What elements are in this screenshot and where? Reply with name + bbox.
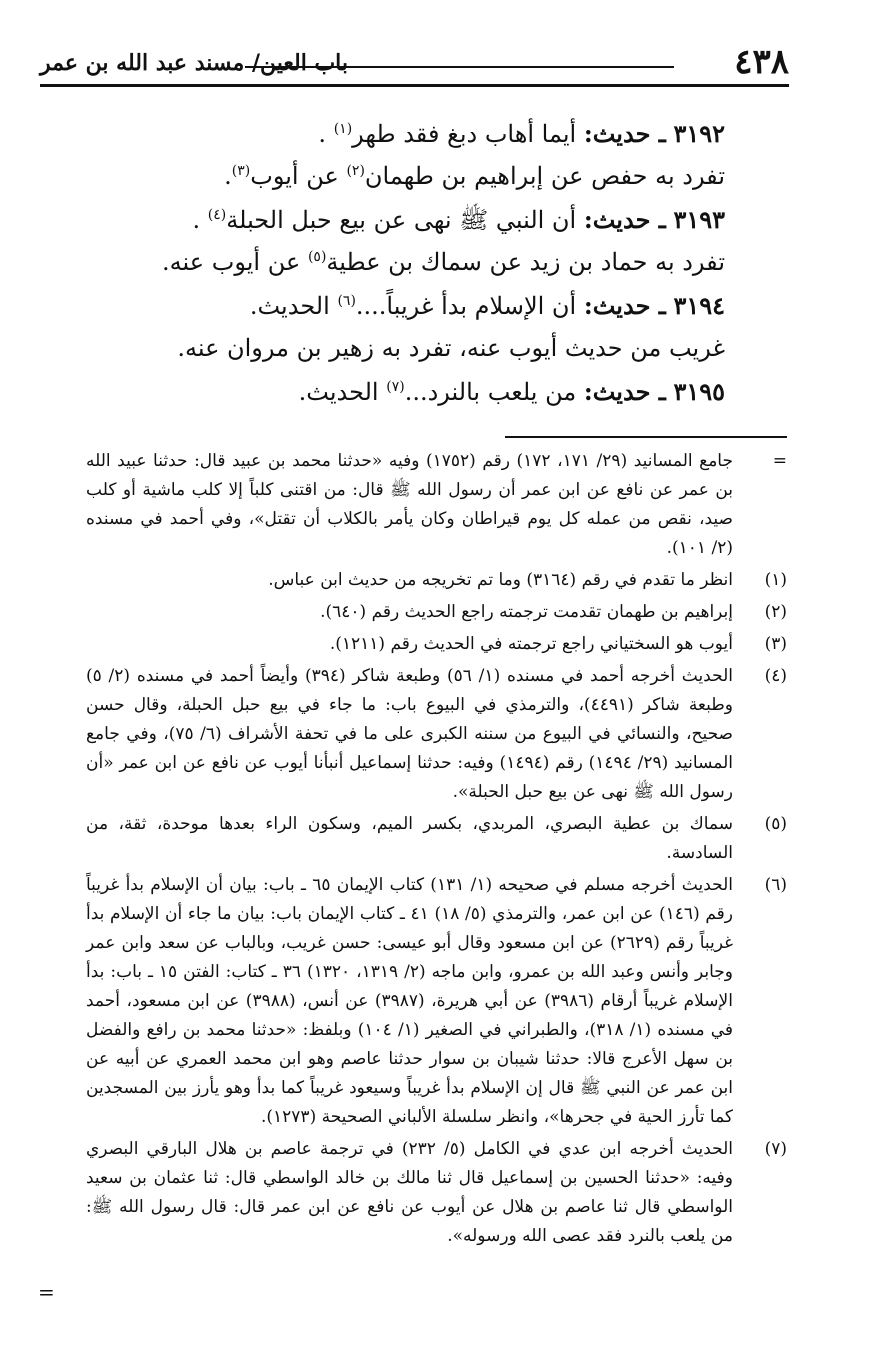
- hadith-label: ـ حديث:: [583, 205, 666, 234]
- hadith-number: ٣١٩٥: [673, 377, 725, 406]
- footnote-item: [86, 566, 787, 595]
- hadith-text-after: الحديث.: [298, 378, 379, 406]
- hadith-text-after: .: [318, 120, 327, 148]
- footnote-text: إبراهيم بن طهمان تقدمت ترجمته راجع الحديث رقم (٦٤٠).: [320, 602, 733, 622]
- footnote-text: الحديث أخرجه ابن عدي في الكامل (٥/ ٢٣٢) في ترجمة عاصم بن هلال البارقي البصري وفيه: «حدثنا الحسين بن إسماعيل قال ثنا مالك بن خالد الواسطي قال: ثنا عثمان بن سعيد الواسطي قال ثنا عاصم بن هلال عن أيوب عن نافع عن ابن عمر قال: قال رسول الله ﷺ: من يلعب بالنرد فقد عصى الله ورسوله».: [86, 1139, 734, 1246]
- header-divider: [40, 84, 789, 87]
- hadith-text-after: .: [192, 206, 201, 234]
- footnote-separator: [505, 436, 787, 438]
- hadith-text-after: .: [224, 162, 232, 190]
- footnotes: [86, 447, 787, 1254]
- hadith-line: [177, 327, 725, 370]
- footnote-reference[interactable]: (٧): [386, 379, 405, 395]
- hadith-text-after: عن أيوب عنه.: [162, 248, 301, 276]
- footnote-reference[interactable]: (٢): [346, 163, 365, 179]
- footnote-continuation: [86, 447, 787, 563]
- hadith-text: تفرد به حفص عن إبراهيم بن طهمان: [364, 162, 725, 190]
- hadith-number: ٣١٩٤: [673, 291, 725, 320]
- hadith-line: [180, 284, 725, 327]
- footnote-item: [86, 662, 787, 807]
- footnote-item: [86, 1135, 787, 1251]
- footnote-text: أيوب هو السختياني راجع ترجمته في الحديث رقم (١٢١١).: [329, 634, 733, 654]
- hadith-label: ـ حديث:: [583, 119, 666, 148]
- hadith-line: [180, 112, 725, 155]
- continuation-marker: =: [772, 451, 787, 471]
- footnote-text: جامع المسانيد (٢٩/ ١٧١، ١٧٢) رقم (١٧٥٢) وفيه «حدثنا محمد بن عبيد قال: حدثنا عبيد الله بن عمر عن نافع عن ابن عمر أن رسول الله ﷺ قال: من اقتنى كلباً إلا كلب ماشية أو كلب صيد، نقص من عمله كل يوم قيراطان وكان يأمر بالكلاب أن تقتل»، وفي أحمد في مسنده (٢/ ١٠١).: [86, 451, 733, 558]
- hadith-number: ٣١٩٢: [673, 119, 725, 148]
- hadith-text: أن الإسلام بدأ غريباً....: [355, 292, 577, 320]
- hadith-text: تفرد به حماد بن زيد عن سماك بن عطية: [326, 248, 725, 276]
- footnote-reference[interactable]: (٤): [207, 207, 227, 223]
- footnote-marker: (١): [764, 570, 787, 590]
- hadith-text-after: عن أيوب: [250, 162, 339, 190]
- running-title: باب العين/ مسند عبد الله بن عمر: [40, 50, 348, 76]
- continuation-edge-mark: =: [38, 1280, 55, 1304]
- footnote-reference[interactable]: (١): [333, 121, 353, 137]
- footnote-marker: (٦): [764, 875, 787, 895]
- footnote-text: انظر ما تقدم في رقم (٣١٦٤) وما تم تخريجه من حديث ابن عباس.: [268, 570, 733, 590]
- footnote-text: سماك بن عطية البصري، المربدي، بكسر الميم، وسكون الراء بعدها موحدة، ثقة، من السادسة.: [86, 814, 733, 863]
- footnote-item: [86, 871, 787, 1132]
- hadith-line: [180, 155, 725, 198]
- hadith-text: غريب من حديث أيوب عنه، تفرد به زهير بن مروان عنه.: [177, 334, 725, 362]
- page-header: [40, 34, 789, 84]
- hadith-line: [180, 370, 725, 413]
- hadith-text: من يلعب بالنرد...: [404, 378, 577, 406]
- hadith-text: أن النبي ﷺ نهى عن بيع حبل الحبلة: [226, 206, 577, 234]
- hadith-list: [162, 112, 725, 413]
- footnote-marker: (٢): [764, 602, 787, 622]
- footnote-marker: (٧): [764, 1139, 787, 1159]
- hadith-text: أيما أهاب دبغ فقد طهر: [352, 120, 577, 148]
- hadith-text-after: الحديث.: [249, 292, 330, 320]
- footnote-marker: (٣): [764, 634, 787, 654]
- hadith-number: ٣١٩٣: [673, 205, 725, 234]
- footnote-reference[interactable]: (٥): [307, 249, 327, 265]
- footnote-marker: (٤): [764, 666, 787, 686]
- hadith-label: ـ حديث:: [583, 291, 666, 320]
- footnote-item: [86, 810, 787, 868]
- footnote-text: الحديث أخرجه أحمد في مسنده (١/ ٥٦) وطبعة شاكر (٣٩٤) وأيضاً أحمد في مسنده (٢/ ٥) وطبعة شاكر (٤٤٩١)، والترمذي في البيوع باب: ما جاء في بيع حبل الحبلة، وقال حسن صحيح، والنسائي في البيوع من سننه الكبرى على ما في تحفة الأشراف (٦/ ٧٥)، وفي جامع المسانيد (٢٩/ ١٤٩٤) رقم (١٤٩٤) وفيه: حدثنا إسماعيل أنبأنا أيوب عن نافع عن ابن عمر «أن رسول الله ﷺ نهى عن بيع حبل الحبلة».: [86, 666, 733, 802]
- page-number: ٤٣٨: [734, 42, 789, 82]
- footnote-text: الحديث أخرجه مسلم في صحيحه (١/ ١٣١) كتاب الإيمان ٦٥ ـ باب: بيان أن الإسلام بدأ غريباً رقم (١٤٦) عن ابن عمر، والترمذي (٥/ ١٨) ٤١ ـ كتاب الإيمان باب: بيان ما جاء أن الإسلام بدأ غريباً رقم (٢٦٢٩) عن ابن مسعود وقال أبو عيسى: حسن غريب، وبالباب عن سعد وابن عمر وجابر وأنس وعبد الله بن عمرو، وابن ماجه (٢/ ١٣١٩، ١٣٢٠) ٣٦ ـ كتاب: الفتن ١٥ ـ باب: بدأ الإسلام غريباً أرقام (٣٩٨٦) عن أبي هريرة، (٣٩٨٧) عن أنس، (٣٩٨٨) عن ابن مسعود، أحمد في مسنده (١/ ٣١٨)، والطبراني في الصغير (١/ ١٠٤) وبلفظ: «حدثنا محمد بن رافع والفضل بن سهل الأعرج قالا: حدثنا شيبان بن سوار حدثنا عاصم وهو ابن محمد العمري عن أبيه عن ابن عمر عن النبي ﷺ قال إن الإسلام بدأ غريباً وسيعود غريباً كما بدأ وهو يأرز بين المسجدين كما تأرز الحية في جحرها»، وانظر سلسلة الألباني الصحيحة (١٢٧٣).: [86, 875, 734, 1127]
- hadith-label: ـ حديث:: [583, 377, 666, 406]
- footnote-reference[interactable]: (٣): [231, 163, 251, 179]
- footnote-marker: (٥): [764, 814, 787, 834]
- footnote-item: [86, 630, 787, 659]
- hadith-line: [162, 241, 725, 284]
- hadith-line: [180, 198, 725, 241]
- footnote-item: [86, 598, 787, 627]
- footnote-reference[interactable]: (٦): [337, 293, 356, 309]
